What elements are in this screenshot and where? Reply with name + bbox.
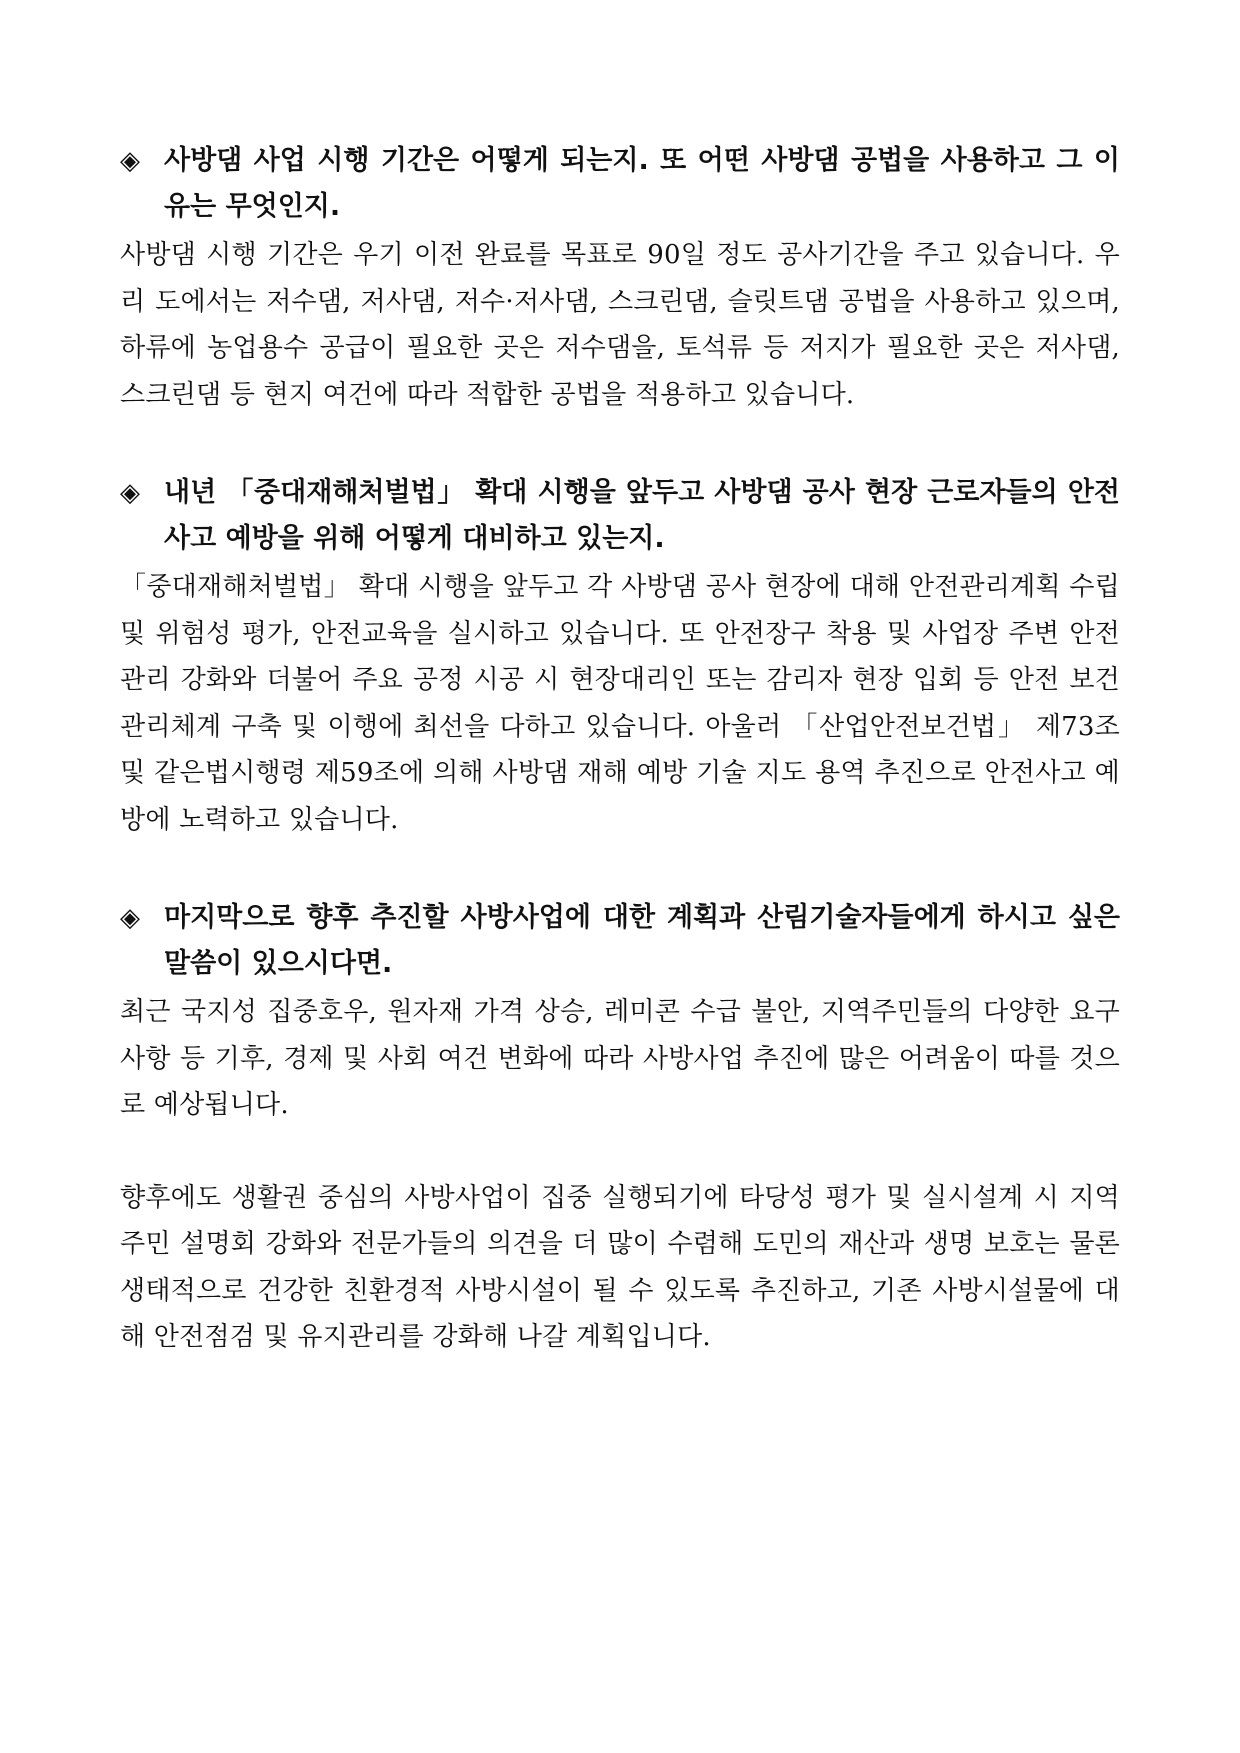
question-heading bbox=[120, 138, 1120, 230]
question-text: 내년 「중대재해처벌법」 확대 시행을 앞두고 사방댐 공사 현장 근로자들의 안전사고 예방을 위해 어떻게 대비하고 있는지. bbox=[164, 477, 1120, 554]
question-heading bbox=[120, 895, 1120, 987]
qa-section-1 bbox=[120, 138, 1120, 418]
answer-paragraph: 「중대재해처벌법」 확대 시행을 앞두고 각 사방댐 공사 현장에 대해 안전관리계획 수립 및 위험성 평가, 안전교육을 실시하고 있습니다. 또 안전장구 착용 및 사업장 주변 안전 관리 강화와 더불어 주요 공정 시공 시 현장대리인 또는 감리자 현장 입회 등 안전 보건 관리체계 구축 및 이행에 최선을 다하고 있습니다. 아울러 「산업안전보건법」 제73조 및 같은법시행령 제59조에 의해 사방댐 재해 예방 기술 지도 용역 추진으로 안전사고 예방에 노력하고 있습니다. bbox=[120, 572, 1120, 835]
diamond-bullet-icon: ◈ bbox=[120, 478, 140, 508]
qa-section-2 bbox=[120, 470, 1120, 843]
diamond-bullet-icon: ◈ bbox=[120, 903, 140, 933]
question-text: 마지막으로 향후 추진할 사방사업에 대한 계획과 산림기술자들에게 하시고 싶은 말씀이 있으시다면. bbox=[164, 902, 1120, 979]
document-page bbox=[120, 138, 1120, 1413]
answer-paragraph: 향후에도 생활권 중심의 사방사업이 집중 실행되기에 타당성 평가 및 실시설계 시 지역주민 설명회 강화와 전문가들의 의견을 더 많이 수렴해 도민의 재산과 생명 보호는 물론 생태적으로 건강한 친환경적 사방시설이 될 수 있도록 추진하고, 기존 사방시설물에 대해 안전점검 및 유지관리를 강화해 나갈 계획입니다. bbox=[120, 1182, 1120, 1352]
question-text: 사방댐 사업 시행 기간은 어떻게 되는지. 또 어떤 사방댐 공법을 사용하고 그 이유는 무엇인지. bbox=[164, 145, 1120, 222]
answer-paragraph: 사방댐 시행 기간은 우기 이전 완료를 목표로 90일 정도 공사기간을 주고 있습니다. 우리 도에서는 저수댐, 저사댐, 저수·저사댐, 스크린댐, 슬릿트댐 공법을 사용하고 있으며, 하류에 농업용수 공급이 필요한 곳은 저수댐을, 토석류 등 저지가 필요한 곳은 저사댐, 스크린댐 등 현지 여건에 따라 적합한 공법을 적용하고 있습니다. bbox=[120, 240, 1120, 410]
qa-section-3 bbox=[120, 895, 1120, 1361]
diamond-bullet-icon: ◈ bbox=[120, 146, 140, 176]
answer-paragraph: 최근 국지성 집중호우, 원자재 가격 상승, 레미콘 수급 불안, 지역주민들의 다양한 요구사항 등 기후, 경제 및 사회 여건 변화에 따라 사방사업 추진에 많은 어려움이 따를 것으로 예상됩니다. bbox=[120, 997, 1120, 1120]
question-heading bbox=[120, 470, 1120, 562]
